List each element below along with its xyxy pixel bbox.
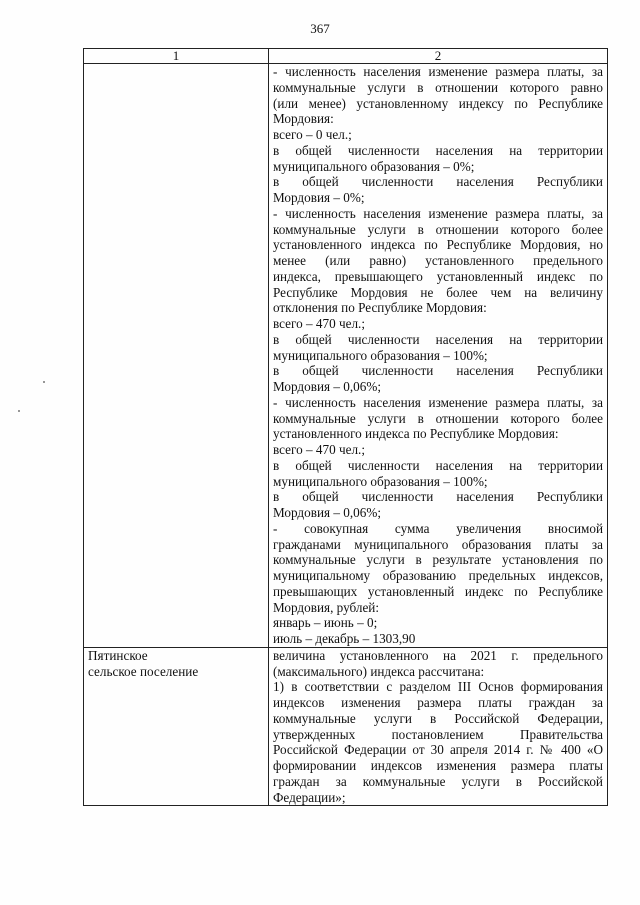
column-header-2: 2 [269,49,608,64]
scan-speck [43,381,45,383]
text-line: отклонения по Республике Мордовия: [273,300,487,316]
text-line: (максимального) индекса рассчитана: [273,663,485,679]
text-line: - численность населения изменение размера платы, за [273,205,603,221]
description-cell [269,647,608,806]
text-line: индексов изменения размера платы граждан за [273,695,603,710]
text-line: превышающих установленный индекс по Республике [273,583,603,599]
text-line: установленного индекса по Республике Мордовия: [273,426,559,442]
text-line: январь – июнь – 0; [273,615,378,631]
text-line: индекса, превышающего установленный индекс по [273,268,603,284]
text-line: - численность населения изменение размера платы, за [273,64,603,79]
text-line: июль – декабрь – 1303,90 [273,631,416,646]
text-line: 1) в соответствии с разделом III Основ формирования [273,679,603,695]
text-line: (или менее) установленному индексу по Республике [273,95,603,111]
scan-speck [18,410,20,412]
description-cell [269,64,608,648]
text-line: всего – 0 чел.; [273,127,352,142]
table-header-row [84,49,608,64]
text-line: Мордовия – 0,06%; [273,505,381,520]
text-line: Мордовия – 0%; [273,190,365,205]
text-line: в общей численности населения на территории [273,457,603,473]
text-line: коммунальные услуги в отношении которого более [273,221,603,237]
text-line: величина установленного на 2021 г. предельного [273,647,603,663]
text-line: Республике Мордовия не более чем на величину [273,284,603,300]
text-line: Российской Федерации от 30 апреля 2014 г. № 400 «О [273,742,603,758]
text-line: в общей численности населения на территории [273,331,603,347]
text-line: формировании индексов изменения размера платы [273,758,603,773]
table-row [84,647,608,806]
text-line: муниципальному образованию предельных индексов, [273,568,603,583]
municipality-name-line: сельское поселение [88,663,199,679]
text-line: муниципального образования – 100%; [273,347,488,363]
page-number: 367 [310,21,330,36]
text-line: в общей численности населения Республики [273,174,603,190]
text-line: коммунальные услуги в отношении которого более [273,410,603,426]
municipality-name-line: Пятинское [88,647,148,663]
column-header-1: 1 [84,49,269,64]
text-line: граждан за коммунальные услуги в Российской [273,773,603,789]
text-line: Мордовия – 0,06%; [273,379,381,394]
text-line: в общей численности населения Республики [273,363,603,379]
text-line: коммунальные услуги в отношении которого равно [273,79,603,95]
text-line: в общей численности населения Республики [273,489,603,505]
text-line: всего – 470 чел.; [273,442,365,457]
text-line: - совокупная сумма увеличения вносимой [273,520,603,536]
text-line: Мордовия, рублей: [273,599,380,615]
text-line: гражданами муниципального образования платы за [273,536,603,552]
text-line: утвержденных постановлением Правительства [273,726,603,742]
text-line: установленного индекса по Республике Мордовия, но [273,237,603,253]
text-line: муниципального образования – 100%; [273,473,488,489]
table-row [84,64,608,648]
text-line: в общей численности населения на территории [273,142,603,158]
municipality-name-cell [84,647,269,806]
text-line: Мордовия: [273,111,334,127]
municipality-name-cell [84,64,269,648]
text-line: коммунальные услуги в результате установления по [273,552,603,568]
text-line: коммунальные услуги в Российской Федерации, [273,710,603,726]
text-line: - численность населения изменение размера платы, за [273,394,603,410]
text-line: менее (или равно) установленного предельного [273,253,603,268]
text-line: муниципального образования – 0%; [273,158,475,174]
document-table [83,48,608,806]
text-line: всего – 470 чел.; [273,316,365,331]
text-line: Федерации»; [273,789,346,805]
